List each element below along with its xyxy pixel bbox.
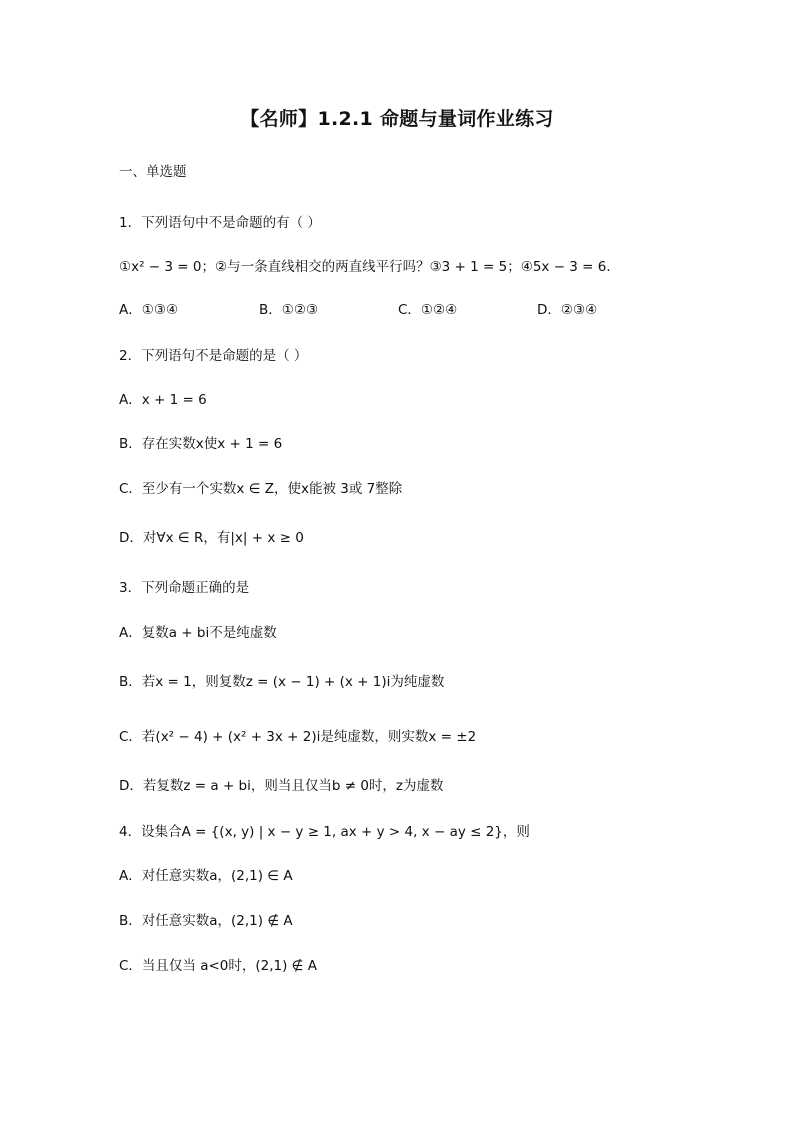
q4-stem: 4．设集合A = {(x, y) | x − y ≥ 1, ax + y > 4, x − ay ≤ 2}，则 [119,824,530,840]
q2-stem: 2．下列语句不是命题的是（ ） [119,348,308,364]
q1-option-b: B．①②③ [259,302,319,318]
q3-option-b: B．若x = 1，则复数z = (x − 1) + (x + 1)i为纯虚数 [119,674,445,690]
q3-option-d: D．若复数z = a + bi，则当且仅当b ≠ 0时，z为虚数 [119,778,444,794]
q2-option-a: A．x + 1 = 6 [119,392,207,408]
q1-stem: 1．下列语句中不是命题的有（ ） [119,215,321,231]
document-title: 【名师】1.2.1 命题与量词作业练习 [240,108,554,130]
q1-options [119,300,679,320]
q2-option-c: C．至少有一个实数x ∈ Z，使x能被 3或 7整除 [119,481,403,497]
q2-option-d: D．对∀x ∈ R，有|x| + x ≥ 0 [119,530,304,546]
q1-statements: ①x² − 3 = 0；②与一条直线相交的两直线平行吗？③3 + 1 = 5；④5x − 3 = 6． [119,259,620,275]
q4-option-b: B．对任意实数a，(2,1) ∉ A [119,913,293,929]
q1-option-d: D．②③④ [537,302,598,318]
q1-option-a: A．①③④ [119,302,179,318]
q1-option-c: C．①②④ [398,302,458,318]
q4-option-c: C．当且仅当 a<0时，(2,1) ∉ A [119,958,317,974]
q3-stem: 3．下列命题正确的是 [119,580,250,596]
q3-option-a: A．复数a + bi不是纯虚数 [119,625,277,641]
q4-option-a: A．对任意实数a，(2,1) ∈ A [119,868,293,884]
q3-option-c: C．若(x² − 4) + (x² + 3x + 2)i是纯虚数，则实数x = ±2 [119,729,477,745]
q2-option-b: B．存在实数x使x + 1 = 6 [119,436,283,452]
section-heading: 一、单选题 [119,164,187,180]
